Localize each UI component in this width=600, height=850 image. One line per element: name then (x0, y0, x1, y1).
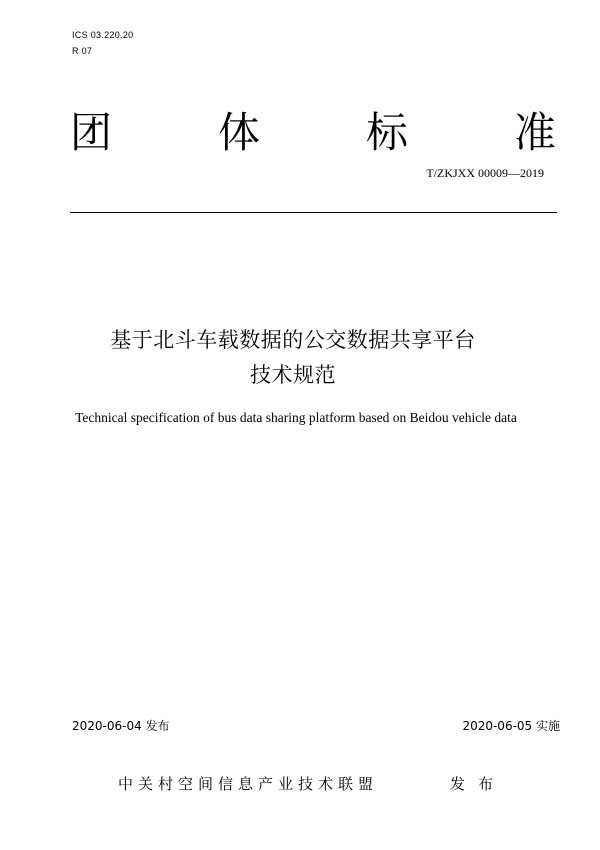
publisher-name: 中关村空间信息产业技术联盟 (118, 775, 379, 793)
standard-type-title (70, 108, 562, 158)
chinese-title-line-2: 技术规范 (250, 363, 336, 387)
issue-label: 发布 (450, 775, 507, 793)
implementation-date: 2020-06-05 实施 (462, 719, 560, 733)
header-divider (70, 212, 557, 213)
publish-date: 2020-06-04 发布 (72, 719, 170, 733)
standard-type-char: 准 (514, 108, 557, 157)
chinese-title-line-1: 基于北斗车载数据的公交数据共享平台 (110, 328, 476, 352)
ccs-code: R 07 (72, 46, 93, 56)
standard-type-char: 标 (366, 108, 409, 157)
standard-type-char: 体 (218, 108, 261, 157)
standard-type-char: 团 (70, 108, 113, 157)
ics-code: ICS 03.220.20 (72, 30, 134, 40)
standard-number: T/ZKJXX 00009—2019 (426, 166, 544, 180)
english-title: Technical specification of bus data sharing platform based on Beidou vehicle data (75, 410, 517, 425)
